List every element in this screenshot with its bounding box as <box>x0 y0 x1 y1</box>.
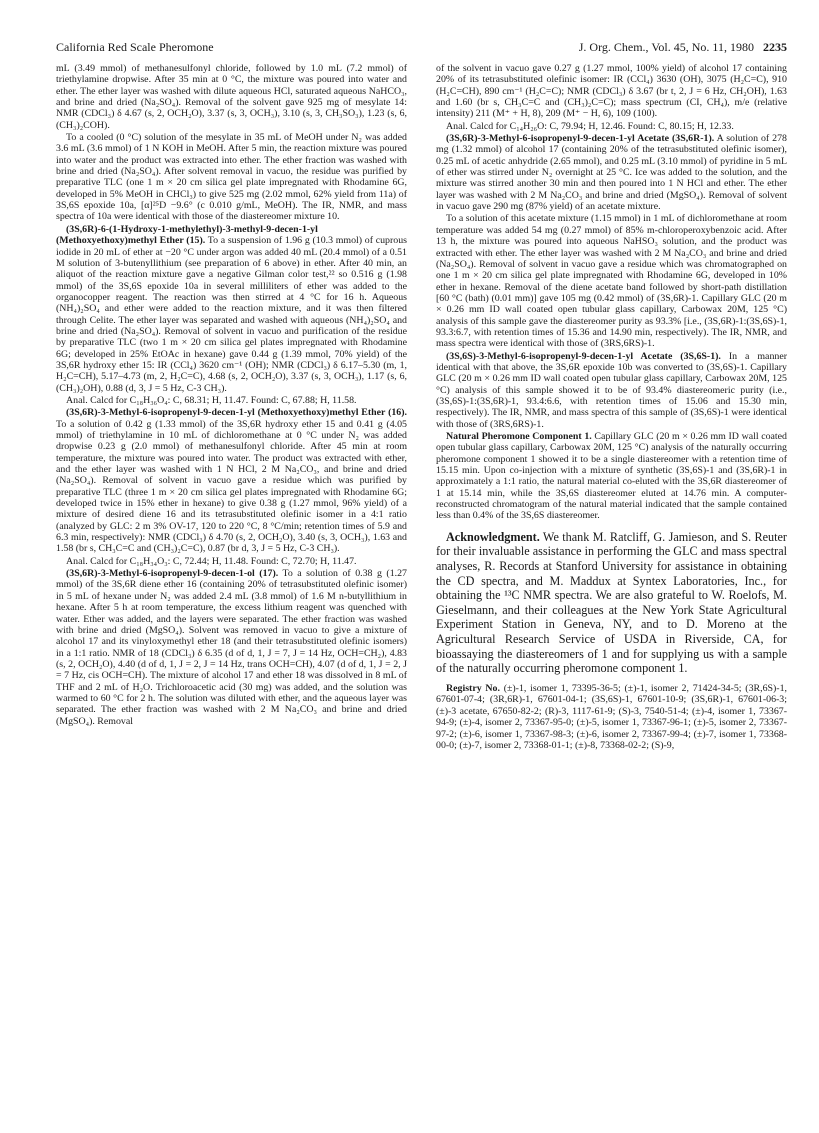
compound-heading: (3S,6S)-3-Methyl-6-isopropenyl-9-decen-1-yl Acetate (3S,6S-1). <box>446 350 721 362</box>
paragraph: To a solution of this acetate mixture (1.15 mmol) in 1 mL of dichloromethane at room temperature was added 54 mg (0.27 mmol) of 85% m-chloroperoxybenzoic acid. After 13 h, the mixture was poured into aqueous NaHSO₃ solution, and the product was extracted with ether. The ether layer was washed with 2 M Na₂CO₃ and brine and dried (Na₂SO₄). Removal of solvent in vacuo gave a residue which was chromatographed on one 1 m × 20 cm silica gel plate impregnated with Rhodamine 6G, developed in 10% ether in hexane. Removal of the diene acetate band followed by short-path distillation [60 °C (bath) (0.01 mm)] gave 105 mg (0.42 mmol) of (3S,6R)-1. Capillary GLC (20 m × 0.26 mm ID wall coated open tubular glass capillary, Carbowax 20M, 125 °C) analysis of this sample gave the diastereomer purity as 93.3% [i.e., (3S,6R)-1:(3S,6S)-1, 93.3:6.7, with retention times of 15.36 and 14.90 min, respectively). The IR, NMR, and mass spectra were identical with those of (3RS,6RS)-1. <box>436 213 787 350</box>
paragraph <box>436 351 787 430</box>
acknowledgment-label: Acknowledgment. <box>446 529 540 544</box>
journal-citation-block <box>573 40 787 55</box>
paragraph <box>436 133 787 212</box>
section-heading: Natural Pheromone Component 1. <box>446 431 592 442</box>
registry-text: (±)-1, isomer 1, 73395-36-5; (±)-1, isomer 2, 71424-34-5; (3R,6S)-1, 67601-07-4; (3R,6R)-1, 67601-04-1; (3S,6S)-1, 67601-10-9; (3S,6R)-1, 67601-06-3; (±)-3 acetate, 67650-82-2; (R)-3, 1117-61-9; (S)-3, 7540-51-4; (±)-4, isomer 1, 73367-94-9; (±)-4, isomer 2, 73367-95-0; (±)-5, isomer 1, 73367-96-1; (±)-5, isomer 2, 73367-97-2; (±)-6, isomer 1, 73367-98-3; (±)-6, isomer 2, 73367-99-4; (±)-7, isomer 1, 73368-00-0; (±)-7, isomer 2, 73368-01-1; (±)-8, 73368-02-2; (S)-9, <box>436 682 787 752</box>
paragraph: of the solvent in vacuo gave 0.27 g (1.27 mmol, 100% yield) of alcohol 17 containing 20% of its tetrasubstituted olefinic isomer: IR (CCl₄) 3630 (OH), 3075 (H₂C=C), 910 (H₂C=CH), 890 cm⁻¹ (H₂C=C); NMR (CDCl₃) δ 3.67 (br t, 2, J = 6 Hz, CH₂OH), 1.63 and 1.60 (br s, CH₃C=C and (CH₃)₂C=C); mass spectrum (CI, CH₄), m/e (relative intensity) 211 (M⁺ + H, 8), 209 (M⁺ − H, 6), 109 (100). <box>436 63 787 120</box>
paragraph-body: Capillary GLC (20 m × 0.26 mm ID wall coated open tubular glass capillary, Carbowax 20M, 125 °C) analysis of the naturally occurring pheromone component 1 showed it to be a single diastereomer with a retention time of 15.15 min. Upon co-injection with a mixture of synthetic (3S,6S)-1 and (3S,6R)-1 in approximately a 1:1 ratio, the natural material co-eluted with the 3S,6R diastereomer of 1 at 15.14 min, while the 3S,6S diastereomer eluted at 14.76 min. A computer-reconstructed chromatogram of the natural material indicated that the sample contained less than 0.4% of the 3S,6S diastereomer. <box>436 431 787 522</box>
page-number: 2235 <box>763 40 787 54</box>
paragraph <box>56 568 407 727</box>
paragraph: Anal. Calcd for C₁₈H₃₄O₃: C, 72.44; H, 11.48. Found: C, 72.70; H, 11.47. <box>66 555 357 567</box>
registry-label: Registry No. <box>446 682 500 694</box>
paragraph: mL (3.49 mmol) of methanesulfonyl chloride, followed by 1.0 mL (7.2 mmol) of triethylamine dropwise. After 35 min at 0 °C, the mixture was poured into water and ether. The ether layer was washed with dilute aqueous HCl, saturated aqueous NaHCO₃, and brine and dried (Na₂SO₄). Removal of the solvent gave 925 mg of mesylate 14: NMR (CDCl₃) δ 4.67 (s, 2, OCH₂O), 3.37 (s, 3, OCH₃), 3.10 (s, 3, CH₃SO₃), 1.23 (s, 6, (CH₃)₂COH). <box>56 63 407 131</box>
running-title: California Red Scale Pheromone <box>56 40 214 54</box>
paragraph: To a cooled (0 °C) solution of the mesylate in 35 mL of MeOH under N₂ was added 3.6 mL (3.6 mmol) of 1 N KOH in MeOH. After 5 min, the reaction mixture was poured into water and the product was extracted into ether. The ether fraction was washed with brine and dried (Na₂SO₄). After solvent removal in vacuo, the residue was purified by preparative TLC (one 1 m × 20 cm silica gel plate impregnated with Rhodamine 6G, developed in 5% MeOH in CHCl₃) to give 525 mg (2.02 mmol, 62% yield from 11a) of 3S,6S epoxide 10a, [α]²⁵D −9.6° (c 0.010 g/mL, MeOH). The IR, NMR, and mass spectra of 10a were identical with those of the diastereomer mixture 10. <box>56 132 407 223</box>
running-header <box>56 40 787 55</box>
paragraph <box>56 407 407 554</box>
paragraph: Anal. Calcd for C₁₈H₃₆O₄: C, 68.31; H, 11.47. Found: C, 67.88; H, 11.58. <box>66 394 357 406</box>
right-column <box>436 63 787 753</box>
compound-heading: (3S,6R)-3-Methyl-6-isopropenyl-9-decen-1-ol (17). <box>66 568 279 580</box>
acknowledgment-text: We thank M. Ratcliff, G. Jamieson, and S. Reuter for their invaluable assistance in performing the GLC and mass spectral analyses, R. Records at Stanford University for assistance in obtaining the CD spectra, and M. Maddux at Syntex Laboratories, Inc., for obtaining the ¹³C NMR spectra. We are also grateful to W. Roelofs, M. Gieselmann, and their colleagues at the New York State Agricultural Experiment Station in Geneva, NY, and to D. Moreno at the Agricultural Research Service of USDA in Riverside, CA, for bioassaying the diastereomers of 1 and for supplying us with a sample of the naturally occurring pheromone component 1. <box>436 529 787 676</box>
paragraph-body: To a solution of 0.42 g (1.33 mmol) of the 3S,6R hydroxy ether 15 and 0.41 g (4.05 mmol) of triethylamine in 10 mL of dichloromethane at 0 °C under N₂ was added dropwise 0.23 g (2.0 mmol) of methanesulfonyl chloride. After 45 min at room temperature, the mixture was poured into water. The product was extracted with ether, and the ether layer was washed with 1 N HCl, 2 M Na₂CO₃, and brine and dried (Na₂SO₄). Removal of solvent in vacuo gave a residue which was purified by preparative TLC (three 1 m × 20 cm silica gel plates impregnated with Rhodamine 6G; developed twice in 15% ether in hexane) to give 0.38 g (1.27 mmol, 96% yield) of a mixture of desired diene 16 and its tetrasubstituted olefinic isomer in a 4:1 ratio (analyzed by GLC: 2 m 3% OV-17, 120 to 220 °C, 8 °C/min; retention times of 5.9 and 6.3 min, respectively): NMR (CDCl₃) δ 4.70 (s, 2, OCH₂O), 3.40 (s, 3, OCH₃), 1.63 and 1.58 (br s, CH₃C=C and (CH₃)₂C=C), 0.87 (br d, 3, J = 5 Hz, C-3 CH₃). <box>56 418 407 555</box>
compound-heading: (3S,6R)-3-Methyl-6-isopropenyl-9-decen-1-yl (Methoxyethoxy)methyl Ether (16). <box>66 407 407 419</box>
paragraph-body: A solution of 278 mg (1.32 mmol) of alcohol 17 (containing 20% of the tetrasubstituted olefinic isomer), 0.25 mL of acetic anhydride (2.65 mmol), and 0.25 mL (3.10 mmol) of pyridine in 5 mL of ether was stirred under N₂ overnight at 25 °C. Ice was added to the solution, and the mixture was stirred another 30 min and then poured into 1 N HCl and ether. The ether layer was washed with 2 M Na₂CO₃ and brine and dried (MgSO₄). Removal of solvent in vacuo gave 290 mg (87% yield) of an acetate mixture. <box>436 133 787 213</box>
compound-heading: (3S,6R)-6-(1-Hydroxy-1-methylethyl)-3-methyl-9-decen-1-yl (Methoxyethoxy)methyl Ether (15). <box>56 223 318 247</box>
paragraph-body: To a suspension of 1.96 g (10.3 mmol) of cuprous iodide in 20 mL of ether at −20 °C under argon was added 40 mL (20.4 mmol) of a 0.51 M solution of 3-butenyllithium (see preparation of 6 above) in ether. After 40 min, an aliquot of the reaction mixture gave a negative Gilman color test,²² so 0.516 g (1.98 mmol) of the 3S,6S epoxide 10a in several milliliters of ether was added to the organocopper reagent. The reaction was then stirred at 4 °C for 16 h. Aqueous (NH₄)₂SO₄ and ether were added to the reaction mixture, and it was then filtered through Celite. The ether layer was separated and washed with aqueous (NH₄)₂SO₄ and brine and dried (Na₂SO₄). Removal of solvent in vacuo and purification of the residue by preparative TLC (two 1 m × 20 cm silica gel plates impregnated with Rhodamine 6G; developed in 25% EtOAc in hexane) gave 0.44 g (1.39 mmol, 70% yield) of the 3S,6R hydroxy ether 15: IR (CCl₄) 3620 cm⁻¹ (OH); NMR (CDCl₃) δ 6.17–5.30 (m, 1, H₂C=CH), 5.17–4.73 (m, 2, H₂C=C), 4.68 (s, 2, OCH₂O), 3.37 (s, 3, OCH₃), 1.17 (s, 6, (CH₃)₂OH), 0.88 (d, 3, J = 5 Hz, C-3 CH₃). <box>56 235 407 394</box>
paragraph-body: In a manner identical with that above, the 3S,6R epoxide 10b was converted to (3S,6S)-1. Capillary GLC (20 m × 0.26 mm ID wall coated open tubular glass capillary, Carbowax 20M, 125 °C) analysis of this sample showed it to be of 93.4% diastereomeric purity (i.e., (3S,6S)-1:(3S,6R)-1, 93.4:6.6, with retention times of 15.06 and 15.30 min, respectively). The IR, NMR, and mass spectra of this sample of (3S,6S)-1 were identical with those of (3RS,6RS)-1. <box>436 350 787 430</box>
paragraph <box>436 431 787 522</box>
paragraph <box>56 224 407 394</box>
registry-numbers <box>436 683 787 752</box>
two-column-body <box>56 63 787 753</box>
acknowledgment <box>436 530 787 676</box>
paragraph: Anal. Calcd for C₁₄H₂₆O: C, 79.94; H, 12.46. Found: C, 80.15; H, 12.33. <box>446 120 734 132</box>
left-column <box>56 63 407 753</box>
compound-heading: (3S,6R)-3-Methyl-6-isopropenyl-9-decen-1-yl Acetate (3S,6R-1). <box>446 133 715 145</box>
paragraph-body: To a solution of 0.38 g (1.27 mmol) of the 3S,6R diene ether 16 (containing 20% of tetrasubstituted olefinic isomer) in 5 mL of hexane under N₂ was added 2.4 mL (3.8 mmol) of 1.6 M n-butyllithium in hexane. After 5 h at room temperature, the excess lithium reagent was quenched with water. Ether was added, and the layers were separated. The ether fraction was washed with brine and dried (MgSO₄). Solvent was removed in vacuo to give a mixture of alcohol 17 and its vinyloxymethyl ether 18 (and their tetrasubstituted olefinic isomers) in a 1:1 ratio. NMR of 18 (CDCl₃) δ 6.35 (d of d, 1, J = 7, J = 14 Hz, OCH=CH₂), 4.83 (s, 2, OCH₂O), 4.40 (d of d, 1, J = 2, J = 14 Hz, trans OCH=CH), 4.07 (d of d, 1, J = 2, J = 7 Hz, cis OCH=CH). The mixture of alcohol 17 and ether 18 was dissolved in 8 mL of THF and 2 mL of H₂O. Trichloroacetic acid (30 mg) was added, and the solution was warmed to 60 °C for 2 h. The solution was diluted with ether, and the aqueous layer was separated. The ether fraction was washed with 2 M Na₂CO₃ and brine and dried (MgSO₄). Removal <box>56 568 407 727</box>
journal-citation: J. Org. Chem., Vol. 45, No. 11, 1980 <box>578 40 754 54</box>
